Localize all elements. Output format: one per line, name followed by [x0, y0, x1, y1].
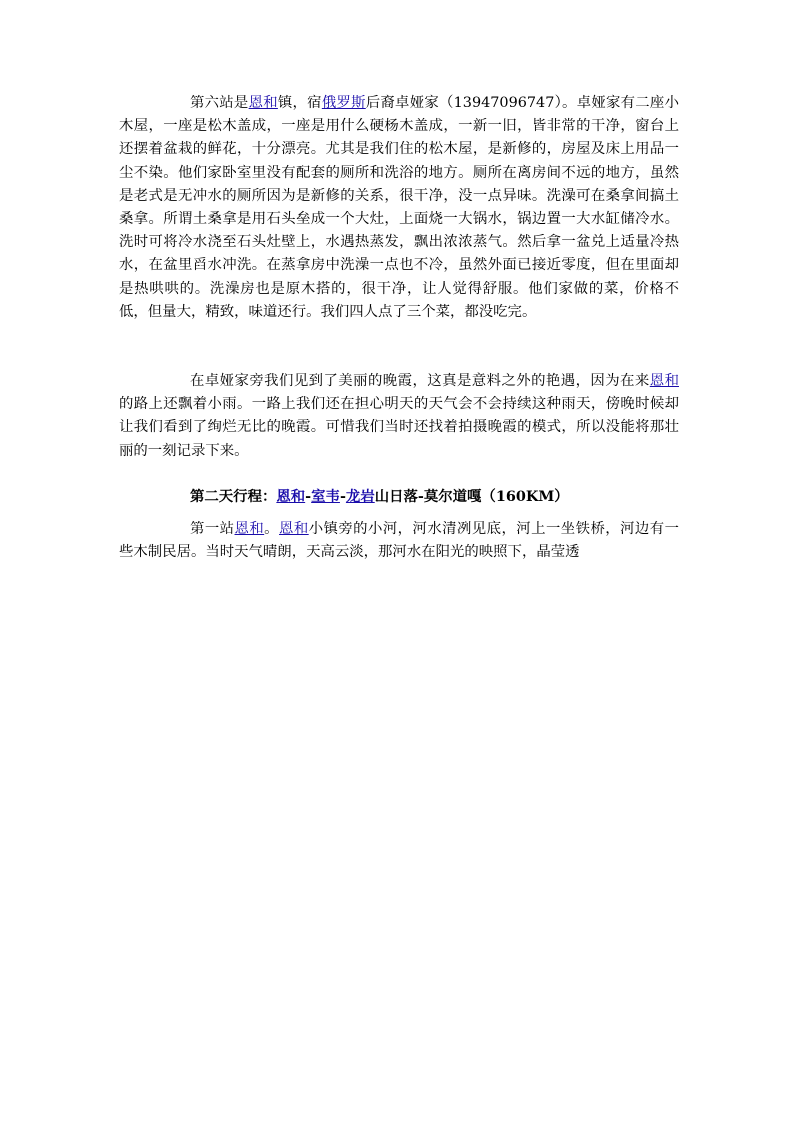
text-segment: 第六站是 [190, 95, 249, 111]
blank-space [119, 324, 679, 370]
link-enhe[interactable]: 恩和 [649, 373, 679, 390]
link-enhe[interactable]: 恩和 [234, 521, 265, 538]
heading-suffix: 山日落-莫尔道嘎（160KM） [374, 487, 569, 505]
text-segment: 后裔卓娅家（13947096747）。卓娅家有二座小木屋，一座是松木盖成，一座是用什么硬杨木盖成，一新一旧，皆非常的干净，窗台上还摆着盆栽的鲜花，十分漂亮。尤其是我们住的松木屋，是新修的，房屋及床上用品一尘不染。他们家卧室里没有配套的厕所和洗浴的地方。厕所在离房间不远的地方，虽然是老式是无冲水的厕所因为是新修的关系，很干净，没一点异味。洗澡可在桑拿间搞土桑拿。所谓土桑拿是用石头垒成一个大灶，上面烧一大锅水，锅边置一大水缸储冷水。洗时可将冷水浇至石头灶壁上，水遇热蒸发，飘出浓浓蒸气。然后拿一盆兑上适量冷热水，在盆里舀水冲洗。在蒸拿房中洗澡一点也不冷，虽然外面已接近零度，但在里面却是热哄哄的。洗澡房也是原木搭的，很干净，让人觉得舒服。他们家做的菜，价格不低，但量大，精致，味道还行。我们四人点了三个菜，都没吃完。 [119, 95, 679, 320]
link-longyan[interactable]: 龙岩 [345, 487, 375, 505]
document-page [119, 92, 679, 564]
text-segment: 在卓娅家旁我们见到了美丽的晚霞，这真是意料之外的艳遇，因为在来 [190, 373, 650, 390]
heading-prefix: 第二天行程： [190, 487, 277, 505]
heading-separator: - [339, 487, 346, 505]
link-russia[interactable]: 俄罗斯 [321, 95, 366, 111]
paragraph-sunset [119, 370, 679, 463]
heading-separator: - [305, 487, 312, 505]
text-segment: 镇，宿 [277, 95, 322, 111]
day-two-itinerary-heading [119, 485, 679, 508]
text-segment: 。 [264, 521, 280, 538]
link-shiwei[interactable]: 室韦 [311, 487, 340, 505]
paragraph-first-stop [119, 518, 679, 564]
text-segment: 小镇旁的小河，河水清冽见底，河上一坐铁桥，河边有一些木制民居。当时天气晴朗，天高云淡，那河水在阳光的映照下，晶莹透 [119, 521, 679, 561]
link-enhe[interactable]: 恩和 [276, 487, 306, 505]
text-segment: 的路上还飘着小雨。一路上我们还在担心明天的天气会不会持续这种雨天，傍晚时候却让我们看到了绚烂无比的晚霞。可惜我们当时还找着拍摄晚霞的模式，所以没能将那壮丽的一刻记录下来。 [119, 396, 679, 459]
text-segment: 第一站 [190, 521, 235, 538]
link-enhe[interactable]: 恩和 [279, 521, 309, 538]
paragraph-zhuoya-house [119, 92, 679, 324]
link-enhe[interactable]: 恩和 [248, 95, 278, 111]
